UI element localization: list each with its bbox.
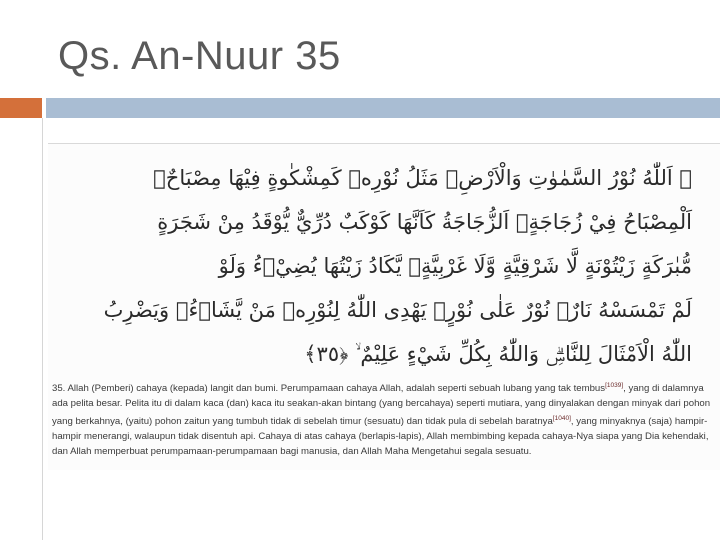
arabic-line-4: لَمْ تَمْسَسْهُ نَارٌۗ نُوْرٌ عَلٰى نُوْرٍۗ يَهْدِى اللّٰهُ لِنُوْرِهٖ مَنْ يَّشَاۤءُۗ وَيَضْرِبُ bbox=[103, 298, 692, 322]
arabic-line-5: اللّٰهُ الْاَمْثَالَ لِلنَّاسِۗ وَاللّٰهُ بِكُلِّ شَيْءٍ عَلِيْمٌ ۙ ﴿٣٥﴾ bbox=[304, 342, 692, 366]
translation-part-2: , yang di dalamnya ada pelita besar. Pelita itu di dalam kaca (dan) kaca itu seakan-akan bintang (yang bercahaya) seperti mutiara, yang dinyalakan dengan minyak dari pohon yang berkahnya, (yaitu) pohon zaitun yang tumbuh tidak di sebelah timur (sesuatu) dan tidak pula di sebelah baratnya bbox=[52, 383, 711, 428]
arabic-line-3: مُّبٰرَكَةٍ زَيْتُوْنَةٍ لَّا شَرْقِيَّةٍ وَّلَا غَرْبِيَّةٍۙ يَّكَادُ زَيْتُهَا يُضِيْۤءُ وَلَوْ bbox=[218, 254, 692, 278]
footnote-ref-1039[interactable]: [1039] bbox=[605, 382, 624, 389]
verse-translation bbox=[52, 378, 716, 459]
translation-part-1: 35. Allah (Pemberi) cahaya (kepada) langit dan bumi. Perumpamaan cahaya Allah, adalah seperti sebuah lubang yang tak tembus bbox=[52, 383, 606, 395]
title-accent-bar bbox=[0, 98, 42, 118]
quran-verse-image bbox=[48, 143, 720, 470]
title-divider-bar bbox=[46, 98, 720, 118]
slide-title: Qs. An-Nuur 35 bbox=[58, 34, 341, 78]
arabic-line-1: ۞ اَللّٰهُ نُوْرُ السَّمٰوٰتِ وَالْاَرْضِۗ مَثَلُ نُوْرِهٖ كَمِشْكٰوةٍ فِيْهَا مِصْبَاحٌۗ bbox=[153, 166, 692, 190]
translation-part-3: , yang minyaknya (saja) hampir-hampir menerangi, walaupun tidak disentuh api. Cahaya di atas cahaya (berlapis-lapis), Allah membimbing kepada cahaya-Nya siapa yang Dia kehendaki, dan Allah memperbuat perumpamaan-perumpamaan bagi manusia, dan Allah Maha Mengetahui segala sesuatu. bbox=[52, 416, 709, 458]
footnote-ref-1040[interactable]: [1040] bbox=[552, 415, 571, 423]
left-margin-line bbox=[42, 118, 43, 540]
arabic-line-2: اَلْمِصْبَاحُ فِيْ زُجَاجَةٍۗ اَلزُّجَاجَةُ كَاَنَّهَا كَوْكَبٌ دُرِّيٌّ يُّوْقَدُ مِنْ شَجَرَةٍ bbox=[157, 210, 692, 234]
